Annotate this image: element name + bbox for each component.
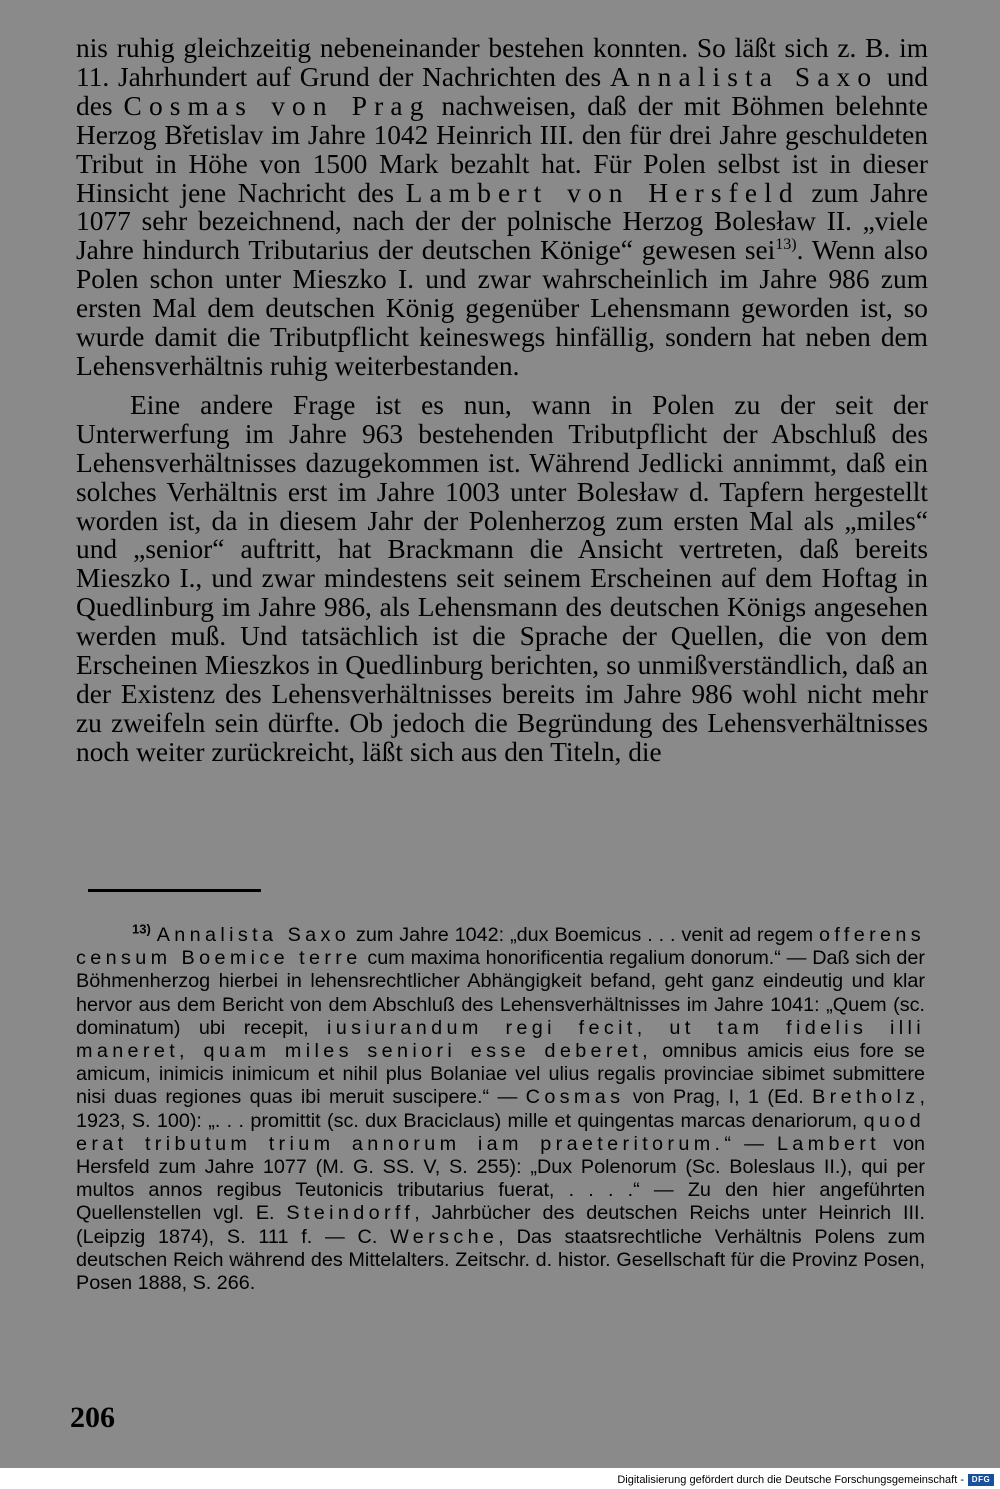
spaced-text: Bretholz <box>812 1086 920 1109</box>
text-run: und des <box>76 61 929 121</box>
spaced-text: Wersche <box>390 1225 499 1248</box>
spaced-text: offerens censum Boemice terre <box>76 924 925 970</box>
text-run: . Wenn also Polen schon unter Mieszko I. und zwar wahrscheinlich im Jahre 986 zum ersten Mal dem deutschen König gegenüber Lehensmann geworden ist, so wurde damit die Tributpflicht keineswegs hinfällig, sondern hat neben dem Lehensverhältnis ruhig weiterbestanden. <box>76 235 928 381</box>
text-run: zum Jahre 1042: „dux Boemicus . . . venit ad regem <box>350 924 820 946</box>
paragraph-2: Eine andere Frage ist es nun, wann in Polen zu der seit der Unterwerfung im Jahre 963 bestehenden Tributpflicht der Abschluß des Lehensverhältnisses dazugekommen ist. Während Jedlicki annimmt, daß ein solches Verhältnis erst im Jahre 1003 unter Bolesław d. Tapfern hergestellt worden ist, da in diesem Jahr der Polenherzog zum ersten Mal als „miles“ und „senior“ auftritt, hat Brackmann die Ansicht vertreten, daß bereits Mieszko I., und zwar mindestens seit seinem Erscheinen auf dem Hoftag in Quedlinburg im Jahre 986, als Lehensmann des deutschen Königs angesehen werden muß. Und tatsächlich ist die Sprache der Quellen, die von dem Erscheinen Mieszkos in Quedlinburg berichten, so unmißverständlich, daß an der Existenz des Lehensverhältnisses bereits im Jahre 986 wohl nicht mehr zu zweifeln sein dürfte. Ob jedoch die Begründung des Lehensverhältnisses noch weiter zurückreicht, läßt sich aus den Titeln, die <box>76 389 928 767</box>
credit-footer <box>617 1474 994 1486</box>
spaced-name: Cosmas von Prag <box>123 90 431 121</box>
page-number: 206 <box>70 1401 115 1434</box>
paragraph-1 <box>76 34 928 381</box>
footnote-13 <box>76 921 926 1295</box>
footnote-reference: 13) <box>775 236 797 254</box>
text-run: omnibus amicis eius fore se amicum, inimicis inimicum et nihil plus Bolaniae vel ulius regalis provinciae sibimet submittere nisi duas regiones quas ibi meruit suscipere.“ — <box>76 1040 925 1109</box>
footnote-number: 13) <box>132 921 151 937</box>
text-run: zum Jahre 1077 sehr bezeichnend, nach der der polnische Herzog Bolesław II. „viele Jahre hindurch Tributarius der deutschen Könige“ gewesen sei <box>76 177 928 266</box>
spaced-name: Annalista Saxo <box>609 61 879 92</box>
credit-text: Digitalisierung gefördert durch die Deutsche Forschungsgemeinschaft - <box>617 1474 964 1486</box>
spaced-text: iusiurandum regi fecit, ut tam fidelis illi maneret, quam miles seniori esse deberet, <box>76 1016 926 1063</box>
text-run: , Das staatsrechtliche Verhältnis Polens zum deutschen Reich während des Mittelalters. Zeitschr. d. histor. Gesellschaft für die Provinz Posen, Posen 1888, S. 266. <box>76 1225 926 1295</box>
text-run: “ — <box>724 1132 777 1155</box>
text-run: , Jahrbücher des deutschen Reichs unter Heinrich III. (Leipzig 1874), S. 111 f. — C. <box>76 1202 925 1248</box>
text-run: nis ruhig gleichzeitig nebeneinander bestehen konnten. So läßt sich z. B. im 11. Jahrhundert auf Grund der Nachrichten des <box>76 33 928 92</box>
spaced-text: Cosmas <box>525 1086 625 1109</box>
text-run: von Prag, I, 1 (Ed. <box>624 1086 813 1109</box>
text-run: , 1923, S. 100): „. . . promittit (sc. dux Braciclaus) mille et quingentas marcas denariorum, <box>76 1086 926 1132</box>
dfg-logo: DFG <box>968 1474 994 1486</box>
spaced-name: Lambert von Hersfeld <box>405 177 800 208</box>
main-text <box>76 34 928 767</box>
text-run: nachweisen, daß der mit Böhmen belehnte Herzog Břetislav im Jahre 1042 Heinrich III. den für drei Jahre geschuldeten Tribut in Höhe von 1500 Mark bezahlt hat. Für Polen selbst ist in dieser Hinsicht jene Nachricht des <box>76 90 928 208</box>
footnote-divider <box>88 889 261 892</box>
spaced-text: Annalista Saxo <box>156 924 351 946</box>
spaced-text: Steindorff <box>286 1202 415 1225</box>
spaced-text: Lambert <box>776 1132 880 1155</box>
spaced-text: quod erat tributum trium annorum iam praeteritorum. <box>76 1109 925 1155</box>
text-run: cum maxima honorificentia regalium donorum.“ — Daß sich der Böhmenherzog hierbei in lehensrechtlicher Abhängigkeit befand, geht ganz eindeutig und klar hervor aus dem Bericht von dem Abschluß des Lehensverhältnisses im Jahre 1041: „Quem (sc. dominatum) ubi recepit, <box>76 947 925 1039</box>
footnote-block <box>76 921 926 1295</box>
text-run: von Hersfeld zum Jahre 1077 (M. G. SS. V, S. 255): „Dux Polenorum (Sc. Boleslaus II.), qui per multos annos regibus Teutonicis tributarius fuerat, . . . .“ — Zu den hier angeführten Quellenstellen vgl. E. <box>76 1132 925 1225</box>
